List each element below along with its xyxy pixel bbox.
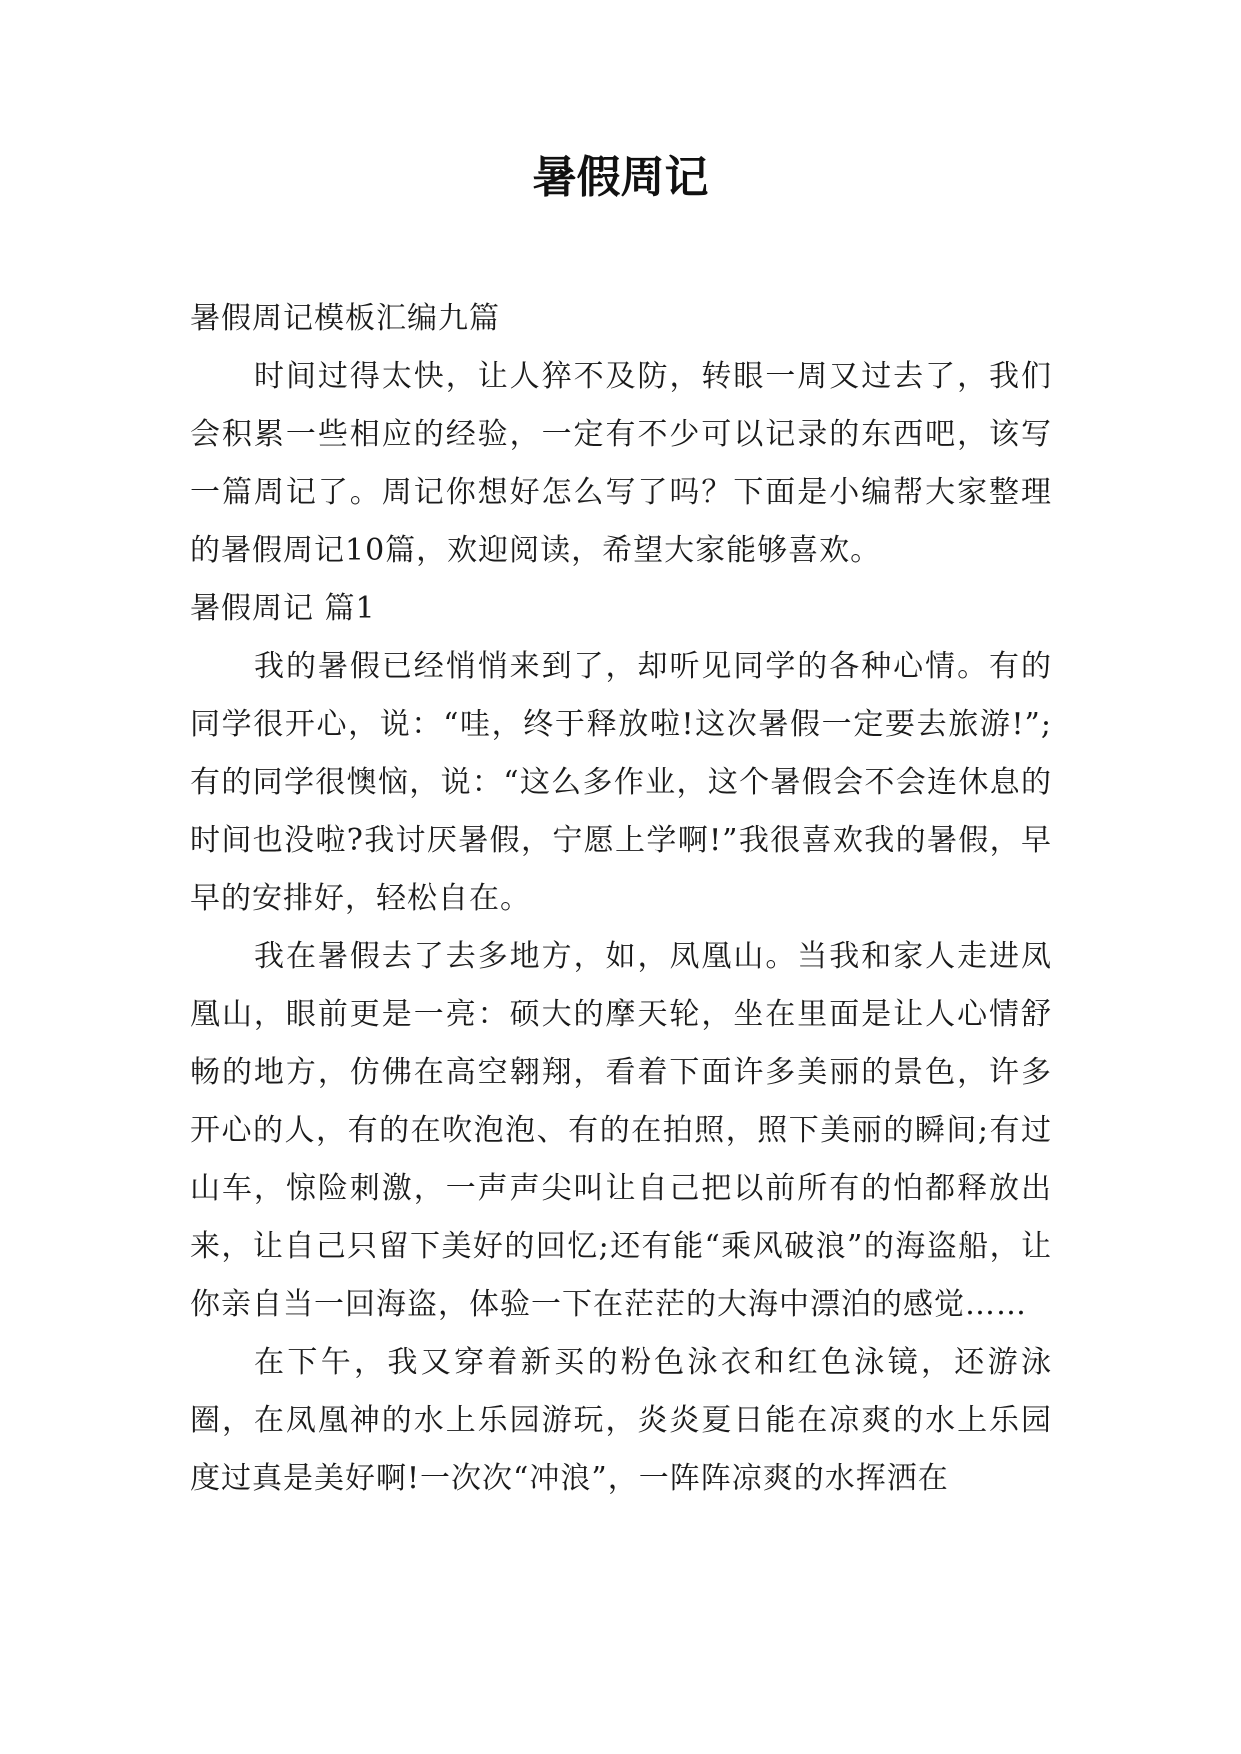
document-subtitle: 暑假周记模板汇编九篇 [190, 301, 500, 336]
document-body [190, 290, 1052, 1508]
page-title: 暑假周记 [532, 152, 709, 203]
paragraph-3: 在下午，我又穿着新买的粉色泳衣和红色泳镜，还游泳圈，在凤凰神的水上乐园游玩，炎炎夏日能在凉爽的水上乐园度过真是美好啊!一次次“冲浪”，一阵阵凉爽的水挥洒在 [190, 1345, 1052, 1496]
paragraph-2: 我在暑假去了去多地方，如，凤凰山。当我和家人走进凤凰山，眼前更是一亮：硕大的摩天轮，坐在里面是让人心情舒畅的地方，仿佛在高空翱翔，看着下面许多美丽的景色，许多开心的人，有的在吹泡泡、有的在拍照，照下美丽的瞬间;有过山车，惊险刺激，一声声尖叫让自己把以前所有的怕都释放出来，让自己只留下美好的回忆;还有能“乘风破浪”的海盗船，让你亲自当一回海盗，体验一下在茫茫的大海中漂泊的感觉…… [190, 939, 1052, 1322]
intro-paragraph: 时间过得太快，让人猝不及防，转眼一周又过去了，我们会积累一些相应的经验，一定有不少可以记录的东西吧，该写一篇周记了。周记你想好怎么写了吗？下面是小编帮大家整理的暑假周记10篇，欢迎阅读，希望大家能够喜欢。 [190, 359, 1052, 568]
section-heading-1: 暑假周记 篇1 [190, 591, 376, 626]
paragraph-1: 我的暑假已经悄悄来到了，却听见同学的各种心情。有的同学很开心，说：“哇，终于释放啦!这次暑假一定要去旅游!”;有的同学很懊恼，说：“这么多作业，这个暑假会不会连休息的时间也没啦?我讨厌暑假，宁愿上学啊!”我很喜欢我的暑假，早早的安排好，轻松自在。 [190, 649, 1052, 916]
